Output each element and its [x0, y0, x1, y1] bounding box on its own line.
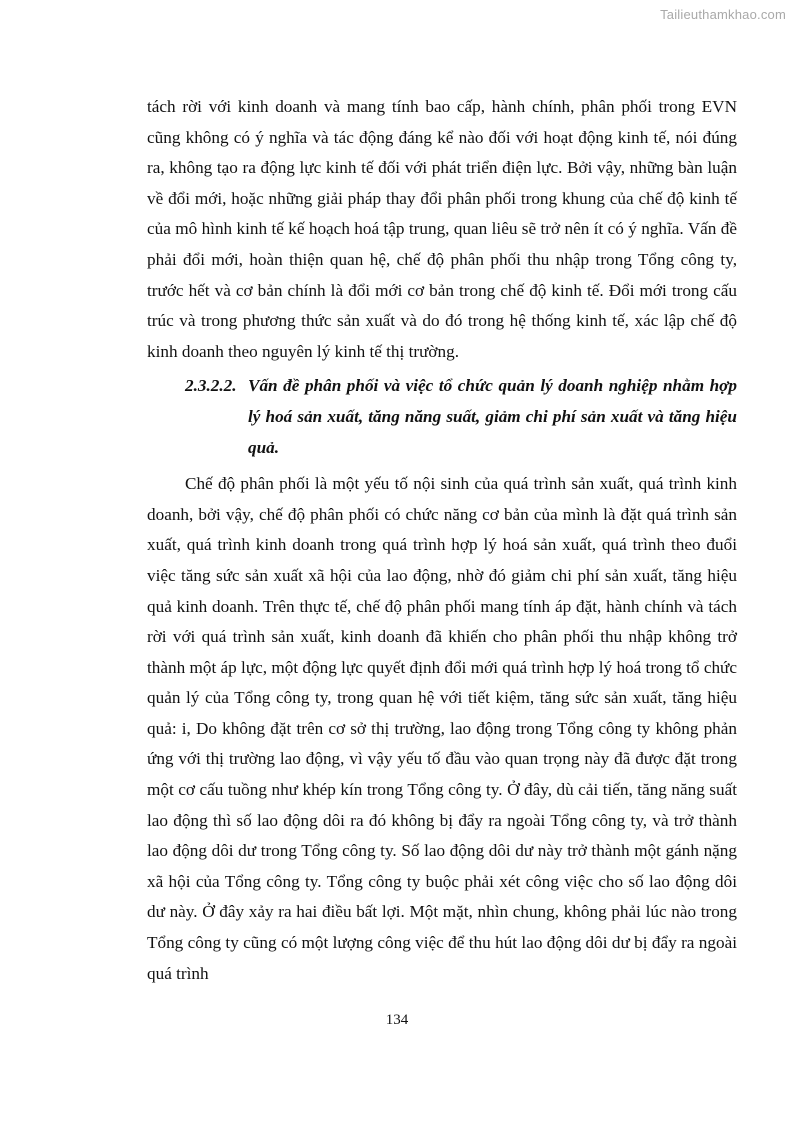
section-heading	[147, 371, 737, 463]
watermark: Tailieuthamkhao.com	[660, 7, 786, 22]
paragraph-1: tách rời với kinh doanh và mang tính bao cấp, hành chính, phân phối trong EVN cũng không có ý nghĩa và tác động đáng kể nào đối với hoạt động kinh tế, nói đúng ra, không tạo ra động lực kinh tế đối với phát triển điện lực. Bởi vậy, những bàn luận về đổi mới, hoặc những giải pháp thay đổi phân phối trong khung của chế độ kinh tế của mô hình kinh tế kế hoạch hoá tập trung, quan liêu sẽ trở nên ít có ý nghĩa. Vấn đề phải đổi mới, hoàn thiện quan hệ, chế độ phân phối thu nhập trong Tổng công ty, trước hết và cơ bản chính là đổi mới cơ bản trong chế độ kinh tế. Đổi mới trong cấu trúc và trong phương thức sản xuất và do đó trong hệ thống kinh tế, xác lập chế độ kinh doanh theo nguyên lý kinh tế thị trường.	[147, 97, 737, 361]
section-title: Vấn đề phân phối và việc tổ chức quản lý doanh nghiệp nhằm hợp lý hoá sản xuất, tăng năng suất, giảm chi phí sản xuất và tăng hiệu quả.	[248, 376, 737, 457]
section-number: 2.3.2.2.	[185, 376, 237, 396]
paragraph-2: Chế độ phân phối là một yếu tố nội sinh của quá trình sản xuất, quá trình kinh doanh, bởi vậy, chế độ phân phối có chức năng cơ bản của mình là đặt quá trình sản xuất, quá trình kinh doanh trong quá trình hợp lý hoá sản xuất, quá trình theo đuổi việc tăng sức sản xuất xã hội của lao động, nhờ đó giảm chi phí sản xuất, tăng hiệu quả kinh doanh. Trên thực tế, chế độ phân phối mang tính áp đặt, hành chính và tách rời với quá trình sản xuất, kinh doanh đã khiến cho phân phối thu nhập không trở thành một áp lực, một động lực quyết định đổi mới quá trình hợp lý hoá trong tổ chức quản lý của Tổng công ty, trong quan hệ với tiết kiệm, tăng sức sản xuất, tăng hiệu quả: i, Do không đặt trên cơ sở thị trường, lao động trong Tổng công ty không phản ứng với thị trường lao động, vì vậy yếu tố đầu vào quan trọng này đã được đặt trong một cơ cấu tuồng như khép kín trong Tổng công ty. Ở đây, dù cải tiến, tăng năng suất lao động thì số lao động dôi ra đó không bị đẩy ra ngoài Tổng công ty, và trở thành lao động dôi dư trong Tổng công ty. Số lao động dôi dư này trở thành một gánh nặng xã hội của Tổng công ty. Tổng công ty buộc phải xét công việc cho số lao động dôi dư này. Ở đây xảy ra hai điều bất lợi. Một mặt, nhìn chung, không phải lúc nào trong Tổng công ty cũng có một lượng công việc để thu hút lao động dôi dư bị đẩy ra ngoài quá trình	[147, 474, 737, 983]
page-content	[147, 92, 737, 989]
page-number: 134	[385, 1012, 409, 1028]
